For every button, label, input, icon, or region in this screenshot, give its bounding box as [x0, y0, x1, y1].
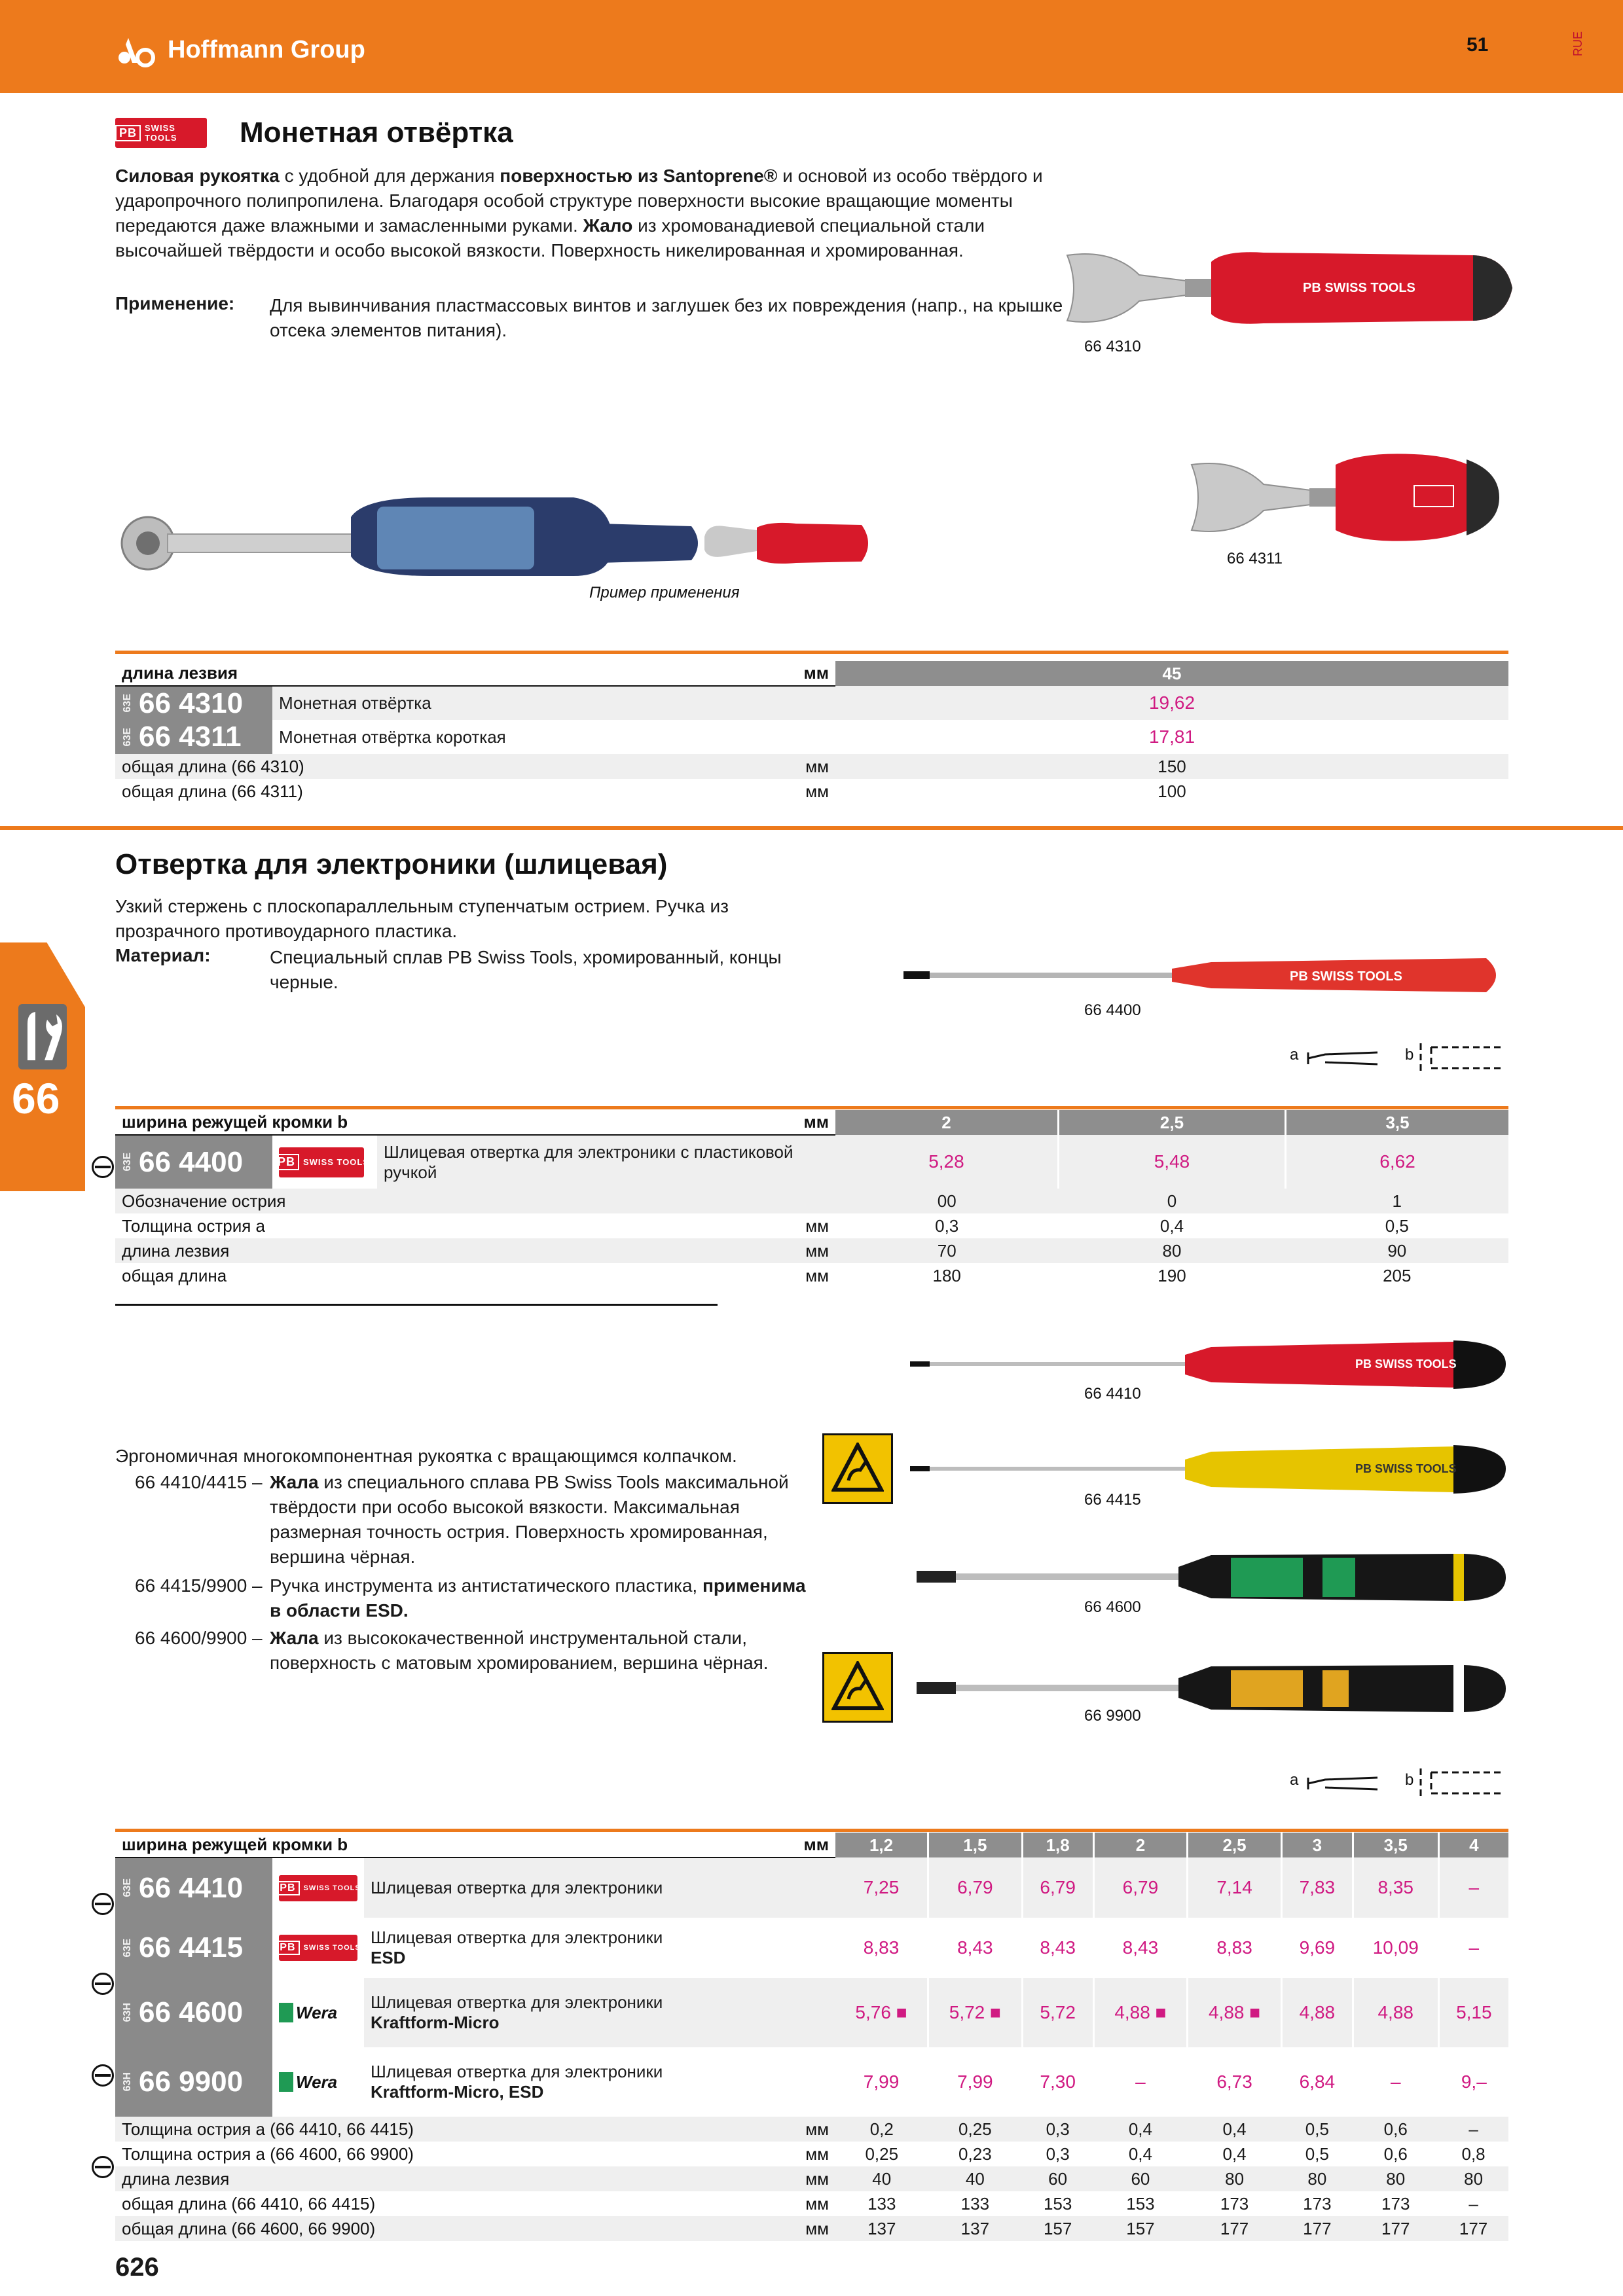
spec-row	[115, 2117, 1508, 2142]
table1-header-unit: мм	[672, 661, 835, 686]
dimension-a-label: a	[1290, 1046, 1299, 1064]
spec-unit: мм	[691, 2216, 835, 2241]
section-title-electronics-screwdriver: Отвертка для электроники (шлицевая)	[115, 848, 668, 880]
spec-unit: мм	[691, 2142, 835, 2166]
price: 6,79	[1093, 1857, 1188, 1918]
spec-value: 133	[928, 2191, 1023, 2216]
screwdriver-image-664600	[903, 1545, 1512, 1610]
svg-text:PB SWISS TOOLS: PB SWISS TOOLS	[1355, 1462, 1457, 1475]
spec-value: 0,4	[1093, 2117, 1188, 2142]
page-number-top: 51	[1467, 34, 1489, 56]
wera-brand-logo: Wera	[279, 2072, 357, 2092]
spec-row: Толщина острия a мм 0,3 0,4 0,5	[115, 1213, 1508, 1238]
electronics-precision-table: ширина режущей кромки b мм 1,2 1,5 1,8 2 2,5 3 3,5 4 63E 66 4410 PB SWISS TOOLS Шлицевая отвертка для электроники 7,25 6,79 6,79 6,79 7,14 7,83 8,35 – 63E 66 4415 PB SWISS TOOLS Шлицевая отвертка для электроники ESD 8,83 8,43 8,43 8,43 8,83 9,69 10,09 – 63H 66 4600 Wera Шлицевая отвертка для электроники Kraftform-Micro 5,76 ■ 5,72 ■ 5,72 4,88 ■ 4,88 ■ 4,88 4,88 5,15 63H 66 9900 Wera Шлицевая отвертка для электроники Kraftform-Micro, ESD 7,99 7,99 7,30 – 6,73 6,84 – 9,– Толщина острия a (66 4410, 66 4415) мм 0,2 0,25 0,3 0,4 0,4 0,5 0,6 – Толщина острия a (66 4600, 66 9900) мм 0,25 0,23 0,3 0,4 0,4 0,5 0,6 0,8 длина лезвия мм 40 40 60 60 80 80 80 80 общая длина (66 4410, 66 4415) мм 133 133 153 153 173 173 173 – общая длина (66 4600, 66 9900) мм 137 137 157 157 177 177 177 177	[115, 1833, 1508, 2241]
spec-row	[115, 2216, 1508, 2241]
hoffmann-logo-icon	[115, 31, 161, 68]
spec-value: 137	[835, 2216, 928, 2241]
spec-value: 80	[1188, 2166, 1282, 2191]
brand-name: Hoffmann Group	[168, 35, 365, 63]
caption-664310: 66 4310	[1084, 338, 1141, 355]
pb-swiss-tools-badge: PB SWISS TOOLS	[279, 1935, 357, 1961]
price: 19,62	[835, 686, 1508, 720]
dimension-b-label: b	[1405, 1046, 1414, 1064]
spec-row	[115, 2142, 1508, 2166]
table-row: 63E 66 4400 PB SWISS TOOLS Шлицевая отвертка для электроники с пластиковой ручкой 5,28 5,48 6,62	[115, 1135, 1508, 1189]
caption-664311: 66 4311	[1227, 550, 1283, 567]
price: 6,84	[1281, 2047, 1353, 2117]
example-caption: Пример применения	[589, 584, 740, 601]
slotted-drive-icon	[92, 1156, 114, 1178]
column-header: 2	[1093, 1833, 1188, 1857]
spec-value: 0,8	[1438, 2142, 1508, 2166]
blade-width-sketch-icon	[1418, 1041, 1510, 1075]
spec-value: 0,4	[1188, 2117, 1282, 2142]
electronics-screwdriver-image-664400	[897, 949, 1512, 1001]
article-code[interactable]: 63E 66 4310	[115, 686, 272, 720]
spec-label: Толщина острия a (66 4600, 66 9900)	[115, 2142, 691, 2166]
application-text: Для вывинчивания пластмассовых винтов и заглушек без их повреждения (напр., на крышке отсека элементов питания).	[270, 295, 1063, 340]
electronics-description: Узкий стержень с плоскопараллельным ступенчатым острием. Ручка из прозрачного противоударного пластика.	[115, 896, 729, 941]
price: 8,83	[1188, 1918, 1282, 1978]
product-name: Монетная отвёртка	[272, 686, 835, 720]
application-label: Применение:	[115, 293, 235, 314]
caption-669900: 66 9900	[1084, 1707, 1141, 1725]
pb-logo-icon: PB	[115, 125, 141, 141]
spec-value: 0,3	[1022, 2142, 1093, 2166]
price: 4,88 ■	[1188, 1978, 1282, 2047]
caption-664400: 66 4400	[1084, 1001, 1141, 1019]
price: –	[1093, 2047, 1188, 2117]
svg-text:PB SWISS TOOLS: PB SWISS TOOLS	[1303, 281, 1415, 295]
spec-label: Толщина острия a (66 4410, 66 4415)	[115, 2117, 691, 2142]
section1-divider	[115, 651, 1508, 654]
table-row	[115, 2047, 1508, 2117]
tools-chapter-icon	[18, 1004, 67, 1069]
electronics-screwdriver-table: ширина режущей кромки b мм 2 2,5 3,5 63E 66 4400 PB SWISS TOOLS Шлицевая отвертка для электроники с пластиковой ручкой 5,28 5,48 6,62 Обозначение острия 00 0 1 Толщина острия a мм 0,3 0,4 0,5 длина лезвия мм 70 80 90 общая длина мм 180 190 205	[115, 1110, 1508, 1288]
blade-width-sketch-icon	[1418, 1766, 1510, 1800]
caption-664600: 66 4600	[1084, 1598, 1141, 1616]
table-row	[115, 1857, 1508, 1918]
slotted-drive-icon	[92, 2156, 114, 2178]
spec-value: 0,2	[835, 2117, 928, 2142]
spec-row	[115, 2166, 1508, 2191]
caption-664410: 66 4410	[1084, 1385, 1141, 1403]
blade-tip-sketch-icon	[1305, 1043, 1384, 1073]
price: 7,14	[1188, 1857, 1282, 1918]
spec-row	[115, 2191, 1508, 2216]
product-name: Шлицевая отвертка для электроники Kraftform-Micro	[364, 1978, 835, 2047]
article-code[interactable]: 63H 66 4600	[115, 1978, 272, 2047]
screwdriver-image-664410	[903, 1335, 1512, 1394]
spec-value: 80	[1281, 2166, 1353, 2191]
spec-row: Обозначение острия 00 0 1	[115, 1189, 1508, 1213]
blade-tip-sketch-icon	[1305, 1768, 1384, 1799]
price: –	[1438, 1918, 1508, 1978]
product-name: Шлицевая отвертка для электроники с пластиковой ручкой	[377, 1135, 835, 1189]
svg-text:PB SWISS TOOLS: PB SWISS TOOLS	[1290, 969, 1402, 984]
caption-664415: 66 4415	[1084, 1491, 1141, 1509]
spec-value: 137	[928, 2216, 1023, 2241]
table-row	[115, 1918, 1508, 1978]
price: 9,69	[1281, 1918, 1353, 1978]
price: 9,–	[1438, 2047, 1508, 2117]
spec-label: длина лезвия	[115, 2166, 691, 2191]
ergonomic-intro: Эргономичная многокомпонентная рукоятка с вращающимся колпачком.	[115, 1446, 737, 1466]
price: 17,81	[835, 720, 1508, 754]
price: 8,35	[1353, 1857, 1438, 1918]
price: 7,30	[1022, 2047, 1093, 2117]
section2-divider	[115, 1106, 1508, 1109]
coin-screwdriver-image-664310	[1054, 236, 1525, 340]
spec-value: 153	[1022, 2191, 1093, 2216]
spec-row: общая длина (66 4311) мм 100	[115, 779, 1508, 804]
table1-header-value: 45	[835, 661, 1508, 686]
price: –	[1438, 1857, 1508, 1918]
price: 4,88	[1281, 1978, 1353, 2047]
spec-value: 173	[1188, 2191, 1282, 2216]
brand-logo	[115, 30, 365, 69]
spec-value: 0,6	[1353, 2142, 1438, 2166]
price: 8,43	[928, 1918, 1023, 1978]
spec-value: 173	[1281, 2191, 1353, 2216]
article-code[interactable]: 63E 66 4400	[115, 1135, 272, 1189]
spec-unit: мм	[691, 2166, 835, 2191]
section3-divider	[115, 1829, 1508, 1832]
price: 8,83	[835, 1918, 928, 1978]
dimension-a-label: a	[1290, 1771, 1299, 1789]
price: 7,99	[835, 2047, 928, 2117]
spec-value: 0,25	[835, 2142, 928, 2166]
spec-label: общая длина (66 4410, 66 4415)	[115, 2191, 691, 2216]
price: 8,43	[1093, 1918, 1188, 1978]
spec-value: 173	[1353, 2191, 1438, 2216]
page-divider	[0, 826, 1623, 830]
screwdriver-image-664415	[903, 1440, 1512, 1499]
spec-value: 153	[1093, 2191, 1188, 2216]
note3-codes: 66 4600/9900 –	[135, 1628, 263, 1648]
column-header: 1,5	[928, 1833, 1023, 1857]
spec-value: 40	[928, 2166, 1023, 2191]
dimension-b-label: b	[1405, 1771, 1414, 1789]
pb-swiss-tools-badge: PB SWISS TOOLS	[279, 1875, 357, 1901]
spec-value: 0,23	[928, 2142, 1023, 2166]
price: 7,25	[835, 1857, 928, 1918]
price: 8,43	[1022, 1918, 1093, 1978]
coin-screwdriver-description: Силовая рукоятка с удобной для держания поверхностью из Santoprene® и основой из особо твёрдого и ударопрочного полипропилена. Благодаря особой структуре поверхности высокие вращающие моменты передаются даже влажными и замасленными руками. Жало из хромованадиевой специальной стали высочайшей твёрдости и особо высокой вязкости. Поверхность никелированная и хромированная.	[115, 166, 1043, 260]
chapter-number: 66	[12, 1074, 60, 1122]
slotted-drive-icon	[92, 1893, 114, 1915]
pb-swiss-tools-badge: PB SWISS TOOLS	[279, 1147, 364, 1177]
price: 7,83	[1281, 1857, 1353, 1918]
section-title-coin-screwdriver: Монетная отвёртка	[240, 117, 513, 149]
note2-text: Ручка инструмента из антистатического пластика, применима в области ESD.	[270, 1575, 806, 1621]
coin-screwdriver-image-664311	[1178, 445, 1519, 550]
price: 6,79	[928, 1857, 1023, 1918]
spec-value: 177	[1281, 2216, 1353, 2241]
spec-value: 133	[835, 2191, 928, 2216]
column-header: 3	[1281, 1833, 1353, 1857]
screwdriver-image-669900	[903, 1656, 1512, 1721]
product-name: Шлицевая отвертка для электроники ESD	[364, 1918, 835, 1978]
article-code[interactable]: 63E 66 4410	[115, 1857, 272, 1918]
column-header: 1,8	[1022, 1833, 1093, 1857]
spec-label: общая длина (66 4600, 66 9900)	[115, 2216, 691, 2241]
price: 4,88 ■	[1093, 1978, 1188, 2047]
spec-value: 0,25	[928, 2117, 1023, 2142]
table1-header-row	[115, 661, 1508, 686]
spec-value: 157	[1022, 2216, 1093, 2241]
spec-row: общая длина (66 4310) мм 150	[115, 754, 1508, 779]
spec-value: 177	[1353, 2216, 1438, 2241]
spec-value: 60	[1093, 2166, 1188, 2191]
article-code[interactable]: 63E 66 4311	[115, 720, 272, 754]
spec-value: 0,4	[1093, 2142, 1188, 2166]
article-code[interactable]: 63E 66 4415	[115, 1918, 272, 1978]
price: 5,72 ■	[928, 1978, 1023, 2047]
table1-header-label: длина лезвия	[115, 661, 672, 686]
spec-row: длина лезвия мм 70 80 90	[115, 1238, 1508, 1263]
note2-codes: 66 4415/9900 –	[135, 1575, 263, 1596]
page-number-bottom: 626	[115, 2253, 159, 2282]
table2-bottom-rule	[115, 1304, 718, 1306]
spec-value: 0,5	[1281, 2142, 1353, 2166]
spec-value: 80	[1438, 2166, 1508, 2191]
material-label: Материал:	[115, 945, 211, 965]
column-header: 2,5	[1188, 1833, 1282, 1857]
table-row	[115, 686, 1508, 720]
column-header: 3,5	[1353, 1833, 1438, 1857]
column-header: 1,2	[835, 1833, 928, 1857]
material-text: Специальный сплав PB Swiss Tools, хромированный, концы черные.	[270, 947, 782, 992]
spec-value: 157	[1093, 2216, 1188, 2241]
price: 5,76 ■	[835, 1978, 928, 2047]
spec-value: 177	[1188, 2216, 1282, 2241]
price: 6,79	[1022, 1857, 1093, 1918]
note1-codes: 66 4410/4415 –	[135, 1472, 263, 1492]
spec-value: 80	[1353, 2166, 1438, 2191]
language-code: RUE	[1571, 31, 1584, 56]
spec-value: 0,5	[1281, 2117, 1353, 2142]
spec-unit: мм	[691, 2191, 835, 2216]
spec-value: –	[1438, 2191, 1508, 2216]
pb-swiss-tools-badge: PB SWISS TOOLS	[115, 118, 207, 148]
spec-unit: мм	[691, 2117, 835, 2142]
price: 10,09	[1353, 1918, 1438, 1978]
wera-brand-logo: Wera	[279, 2003, 357, 2023]
column-header: 4	[1438, 1833, 1508, 1857]
table-row	[115, 1978, 1508, 2047]
spec-value: –	[1438, 2117, 1508, 2142]
spec-value: 0,3	[1022, 2117, 1093, 2142]
price: 5,72	[1022, 1978, 1093, 2047]
price: 7,99	[928, 2047, 1023, 2117]
note3-text: Жала из высококачественной инструментальной стали, поверхность с матовым хромированием, вершина чёрная.	[270, 1628, 769, 1673]
coin-screwdriver-table	[115, 661, 1508, 804]
spec-value: 40	[835, 2166, 928, 2191]
article-code[interactable]: 63H 66 9900	[115, 2047, 272, 2117]
torque-wrench-example-image	[115, 478, 901, 583]
spec-value: 0,6	[1353, 2117, 1438, 2142]
product-name: Монетная отвёртка короткая	[272, 720, 835, 754]
spec-value: 177	[1438, 2216, 1508, 2241]
note1-text: Жала из специального сплава PB Swiss Tools максимальной твёрдости при особо высокой вязкости. Максимальная размерная точность острия. Поверхность хромированная, вершина чёрная.	[270, 1472, 789, 1567]
spec-row: общая длина мм 180 190 205	[115, 1263, 1508, 1288]
table-row	[115, 720, 1508, 754]
price: 6,73	[1188, 2047, 1282, 2117]
slotted-drive-icon	[92, 2064, 114, 2087]
price: 4,88	[1353, 1978, 1438, 2047]
spec-value: 60	[1022, 2166, 1093, 2191]
price: 5,15	[1438, 1978, 1508, 2047]
spec-value: 0,4	[1188, 2142, 1282, 2166]
product-name: Шлицевая отвертка для электроники Kraftform-Micro, ESD	[364, 2047, 835, 2117]
esd-warning-icon	[822, 1652, 893, 1723]
product-name: Шлицевая отвертка для электроники	[364, 1857, 835, 1918]
slotted-drive-icon	[92, 1973, 114, 1995]
price: –	[1353, 2047, 1438, 2117]
svg-text:PB SWISS TOOLS: PB SWISS TOOLS	[1355, 1357, 1457, 1371]
